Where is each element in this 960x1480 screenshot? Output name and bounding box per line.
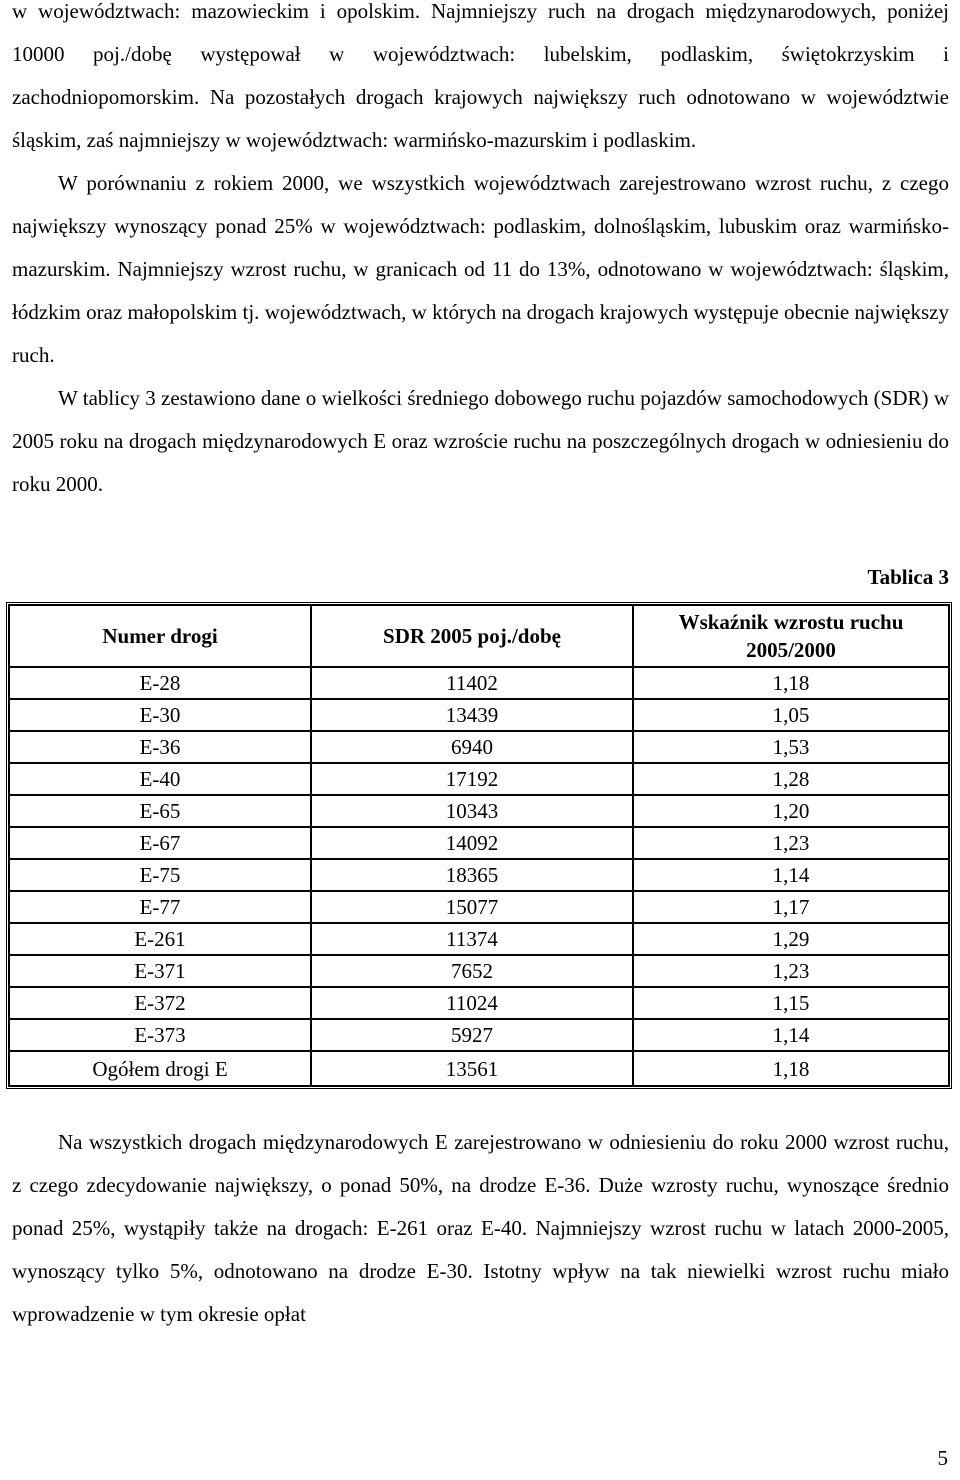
table-row bbox=[9, 795, 949, 827]
header-sdr-2005: SDR 2005 poj./dobę bbox=[311, 605, 633, 667]
cell-growth: 1,15 bbox=[633, 987, 949, 1019]
traffic-table bbox=[6, 602, 952, 1089]
cell-sdr: 15077 bbox=[311, 891, 633, 923]
paragraph-continued: w województwach: mazowieckim i opolskim. Najmniejszy ruch na drogach międzynarodowych, poniżej 10000 poj./dobę występował w województwach: lubelskim, podlaskim, świętokrzyskim i zachodniopomorskim. Na pozostałych drogach krajowych największy ruch odnotowano w województwie śląskim, zaś najmniejszy w województwach: warmińsko-mazurskim i podlaskim. bbox=[12, 0, 949, 152]
cell-growth: 1,20 bbox=[633, 795, 949, 827]
cell-growth: 1,17 bbox=[633, 891, 949, 923]
table-row bbox=[9, 763, 949, 795]
cell-road-number: E-75 bbox=[9, 859, 311, 891]
cell-growth: 1,18 bbox=[633, 667, 949, 699]
cell-sdr: 18365 bbox=[311, 859, 633, 891]
total-growth: 1,18 bbox=[633, 1051, 949, 1086]
cell-road-number: E-28 bbox=[9, 667, 311, 699]
cell-road-number: E-30 bbox=[9, 699, 311, 731]
cell-sdr: 10343 bbox=[311, 795, 633, 827]
cell-sdr: 14092 bbox=[311, 827, 633, 859]
cell-growth: 1,23 bbox=[633, 955, 949, 987]
cell-road-number: E-36 bbox=[9, 731, 311, 763]
cell-growth: 1,14 bbox=[633, 859, 949, 891]
table-row bbox=[9, 955, 949, 987]
cell-growth: 1,23 bbox=[633, 827, 949, 859]
cell-road-number: E-261 bbox=[9, 923, 311, 955]
header-road-number: Numer drogi bbox=[9, 605, 311, 667]
paragraph-table-intro: W tablicy 3 zestawiono dane o wielkości średniego dobowego ruchu pojazdów samochodowych (SDR) w 2005 roku na drogach międzynarodowych E oraz wzroście ruchu na poszczególnych drogach w odniesieniu do roku 2000. bbox=[12, 386, 949, 496]
table-row bbox=[9, 859, 949, 891]
table-header-row bbox=[9, 605, 949, 667]
cell-sdr: 11402 bbox=[311, 667, 633, 699]
cell-sdr: 7652 bbox=[311, 955, 633, 987]
cell-road-number: E-372 bbox=[9, 987, 311, 1019]
cell-growth: 1,29 bbox=[633, 923, 949, 955]
cell-sdr: 11024 bbox=[311, 987, 633, 1019]
total-label: Ogółem drogi E bbox=[9, 1051, 311, 1086]
cell-sdr: 11374 bbox=[311, 923, 633, 955]
table-row bbox=[9, 987, 949, 1019]
cell-road-number: E-77 bbox=[9, 891, 311, 923]
table-row bbox=[9, 923, 949, 955]
cell-road-number: E-373 bbox=[9, 1019, 311, 1051]
cell-road-number: E-65 bbox=[9, 795, 311, 827]
paragraph-comparison-2000: W porównaniu z rokiem 2000, we wszystkich województwach zarejestrowano wzrost ruchu, z czego największy wynoszący ponad 25% w województwach: podlaskim, dolnośląskim, lubuskim oraz warmińsko-mazurskim. Najmniejszy wzrost ruchu, w granicach od 11 do 13%, odnotowano w województwach: śląskim, łódzkim oraz małopolskim tj. województwach, w których na drogach krajowych występuje obecnie największy ruch. bbox=[12, 171, 949, 367]
cell-growth: 1,28 bbox=[633, 763, 949, 795]
total-sdr: 13561 bbox=[311, 1051, 633, 1086]
cell-growth: 1,53 bbox=[633, 731, 949, 763]
cell-sdr: 5927 bbox=[311, 1019, 633, 1051]
cell-road-number: E-40 bbox=[9, 763, 311, 795]
cell-sdr: 17192 bbox=[311, 763, 633, 795]
table-row bbox=[9, 1019, 949, 1051]
table-caption: Tablica 3 bbox=[867, 565, 949, 589]
table-row bbox=[9, 667, 949, 699]
table-row bbox=[9, 699, 949, 731]
cell-sdr: 13439 bbox=[311, 699, 633, 731]
header-growth-index: Wskaźnik wzrostu ruchu 2005/2000 bbox=[633, 605, 949, 667]
cell-road-number: E-371 bbox=[9, 955, 311, 987]
cell-growth: 1,14 bbox=[633, 1019, 949, 1051]
cell-growth: 1,05 bbox=[633, 699, 949, 731]
table-row bbox=[9, 891, 949, 923]
cell-road-number: E-67 bbox=[9, 827, 311, 859]
page-number: 5 bbox=[937, 1446, 948, 1470]
cell-sdr: 6940 bbox=[311, 731, 633, 763]
document-page bbox=[12, 0, 949, 1336]
table-row bbox=[9, 731, 949, 763]
table-row bbox=[9, 827, 949, 859]
table-total-row bbox=[9, 1051, 949, 1086]
paragraph-summary: Na wszystkich drogach międzynarodowych E zarejestrowano w odniesieniu do roku 2000 wzrost ruchu, z czego zdecydowanie największy, o ponad 50%, na drodze E-36. Duże wzrosty ruchu, wynoszące średnio ponad 25%, wystąpiły także na drogach: E-261 oraz E-40. Najmniejszy wzrost ruchu w latach 2000-2005, wynoszący tylko 5%, odnotowano na drodze E-30. Istotny wpływ na tak niewielki wzrost ruchu miało wprowadzenie w tym okresie opłat bbox=[12, 1130, 949, 1326]
table-body bbox=[9, 667, 949, 1086]
